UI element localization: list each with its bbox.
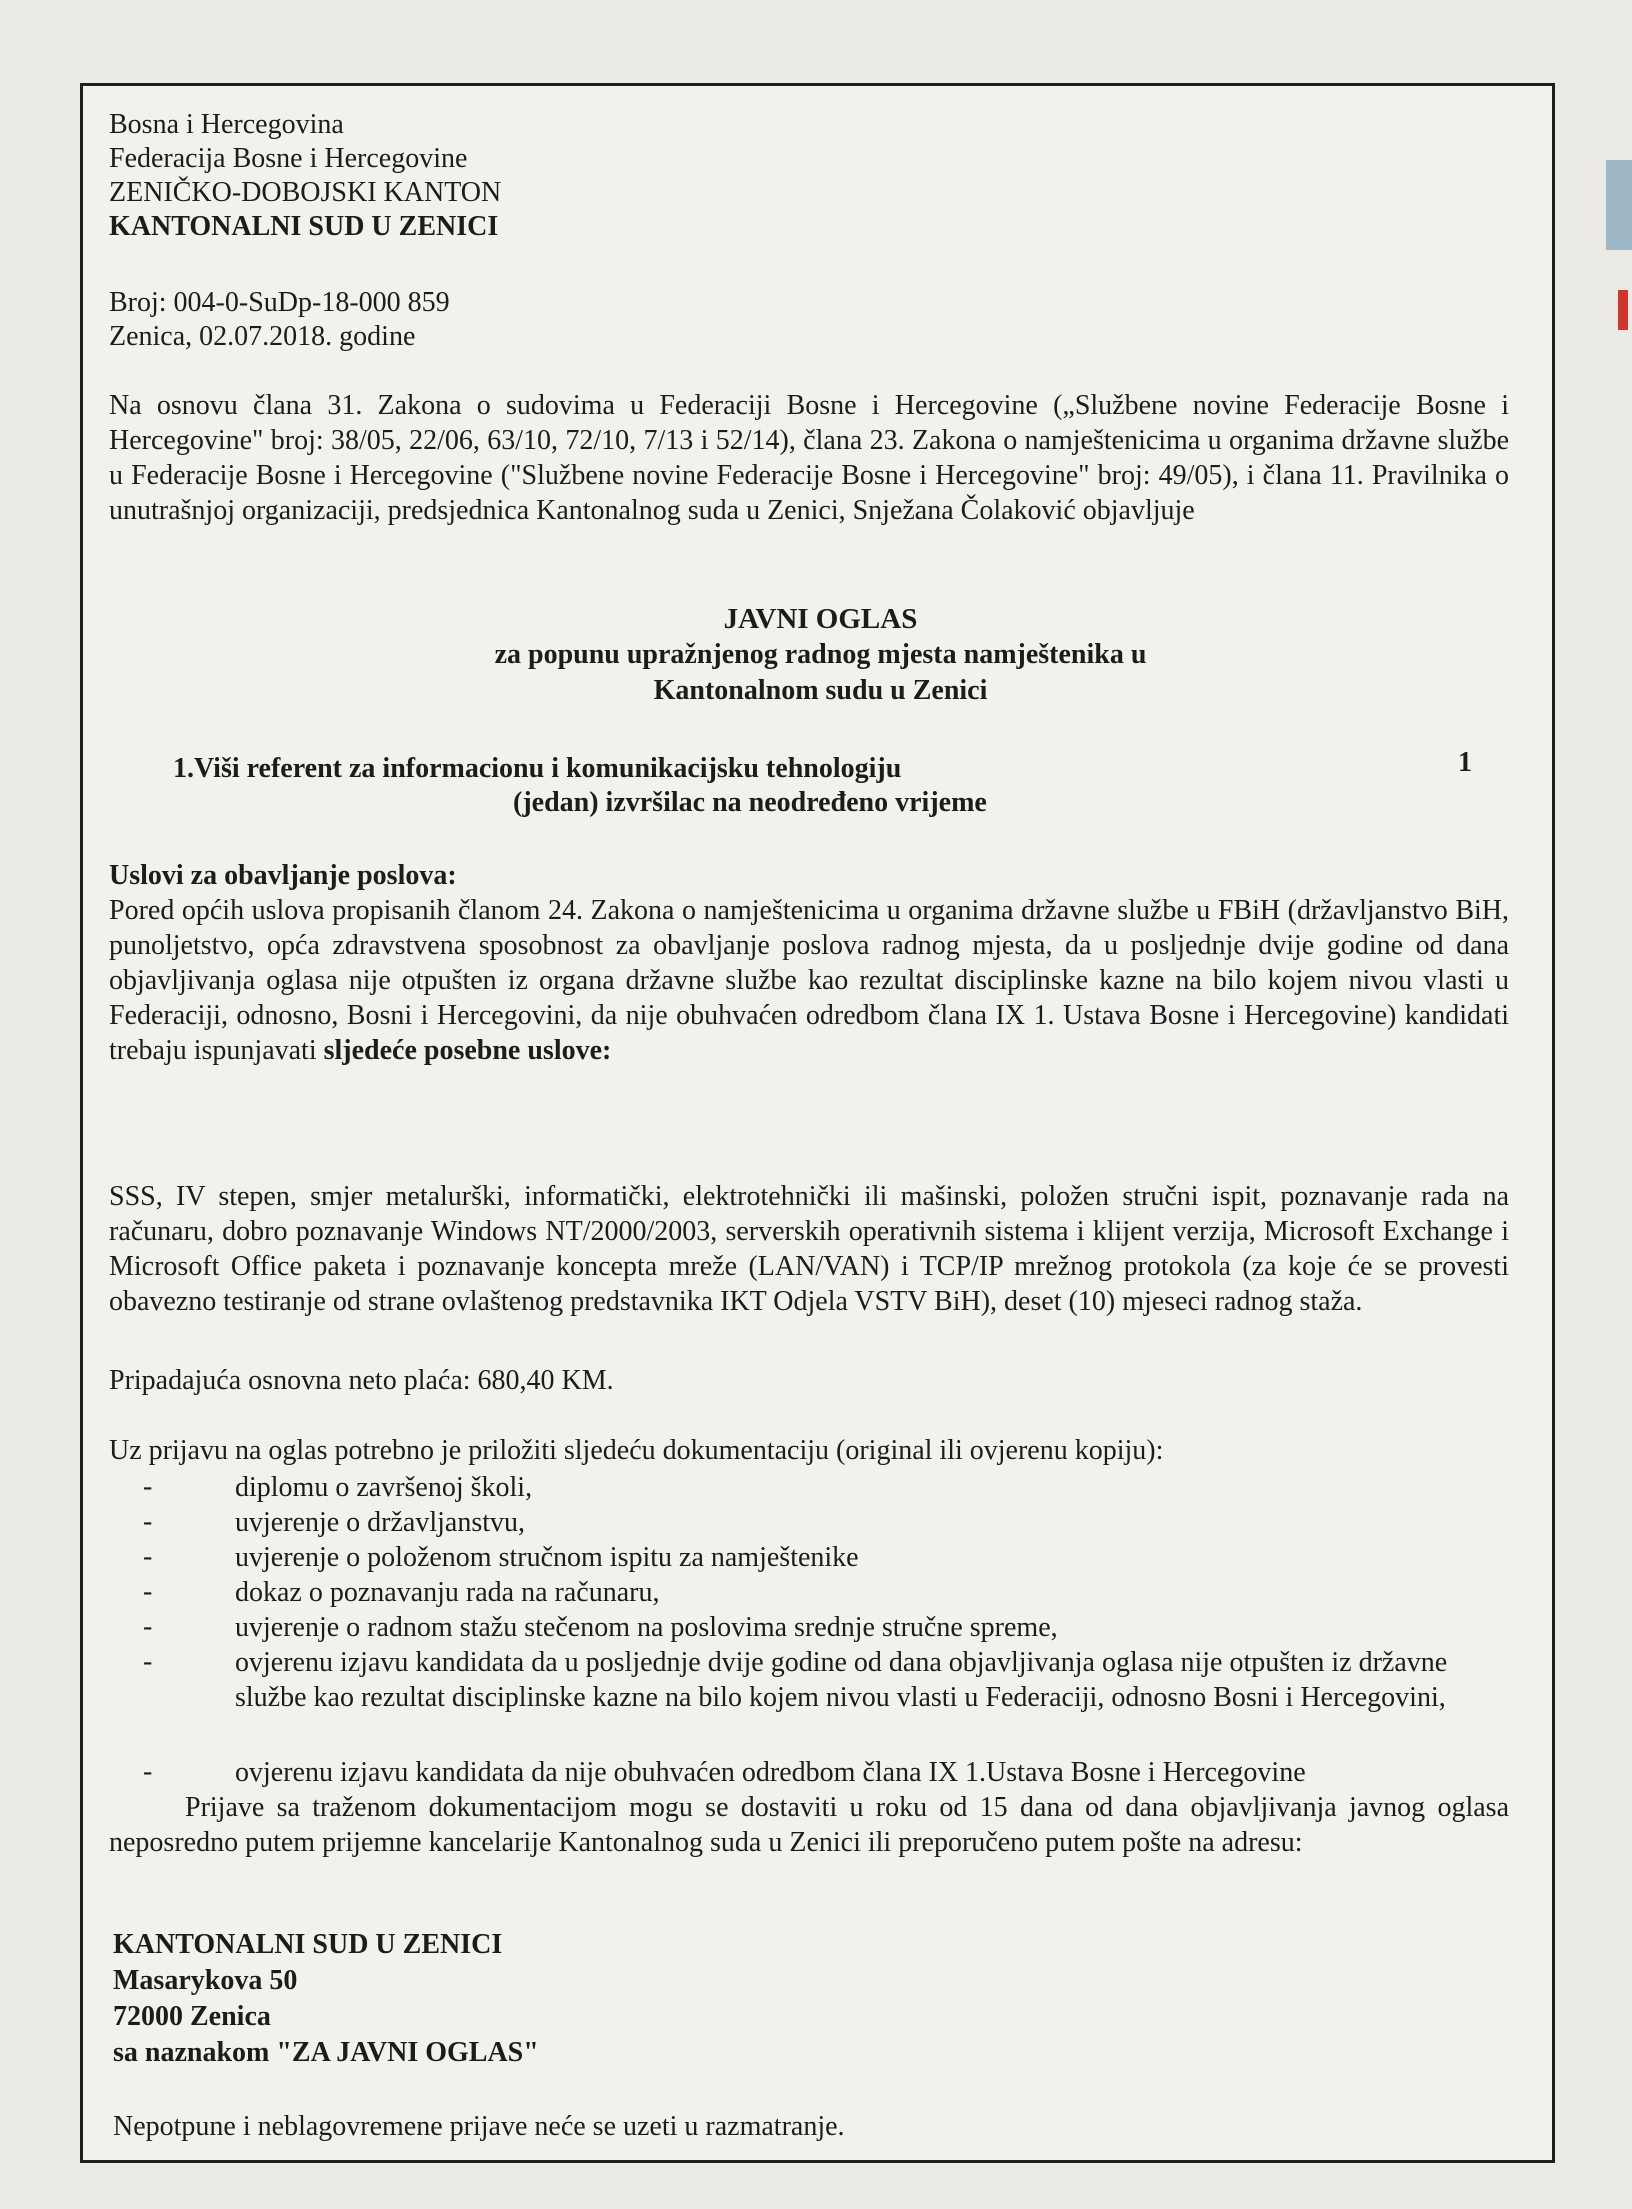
document-item-dash: - xyxy=(143,1471,153,1502)
reference-date: Zenica, 02.07.2018. godine xyxy=(109,321,416,352)
header-federation: Federacija Bosne i Hercegovine xyxy=(109,143,468,174)
document-item: ovjerenu izjavu kandidata da u posljednje dvije godine od dana objavljivanja oglasa nije otpušten iz državne službe kao rezultat disciplinske kazne na bilo kojem nivou vlasti u Federaciji, odnosno Bosni i Hercegovini, xyxy=(235,1647,1448,1713)
notice-subtitle-1: za popunu upražnjenog radnog mjesta namještenika u xyxy=(494,639,1147,670)
document-item-dash: - xyxy=(143,1646,153,1677)
reference-number: Broj: 004-0-SuDp-18-000 859 xyxy=(109,287,450,318)
address-line-4: sa naznakom "ZA JAVNI OGLAS" xyxy=(113,2037,539,2068)
document-item: uvjerenje o radnom stažu stečenom na poslovima srednje stručne spreme, xyxy=(235,1612,1058,1643)
notice-subtitle-2: Kantonalnom sudu u Zenici xyxy=(653,675,988,706)
document-item-dash: - xyxy=(143,1506,153,1537)
document-item: diplomu o završenoj školi, xyxy=(235,1472,533,1503)
general-conditions-text: Pored općih uslova propisanih članom 24. Zakona o namještenicima u organima državne službe u FBiH (državljanstvo BiH, punoljetstvo, opća zdravstvena sposobnost za obavljanje poslova radnog mjesta, da u posljednje dvije godine od dana objavljivanja oglasa nije otpušten iz organa državne službe kao rezultat disciplinske kazne na bilo kojem nivou vlasti u Federaciji, odnosno, Bosni i Hercegovini, da nije obuhvaćen odredbom člana IX 1. Ustava Bosne i Hercegovine) kandidati trebaju ispunjavati xyxy=(109,895,1509,1066)
closing-note: Nepotpune i neblagovremene prijave neće se uzeti u razmatranje. xyxy=(113,2111,845,2142)
salary: Pripadajuća osnovna neto plaća: 680,40 KM. xyxy=(109,1365,614,1396)
adjacent-column-red-mark xyxy=(1618,290,1628,330)
address-line-3: 72000 Zenica xyxy=(113,2001,271,2032)
header-country: Bosna i Hercegovina xyxy=(109,109,344,140)
special-conditions: SSS, IV stepen, smjer metalurški, informatički, elektrotehnički ili mašinski, položen stručni ispit, poznavanje rada na računaru, dobro poznavanje Windows NT/2000/2003, serverskih operativnih sistema i klijent verzija, Microsoft Exchange i Microsoft Office paketa i poznavanje koncepta mreže (LAN/VAN) i TCP/IP mrežnog protokola (za koje će se provesti obavezno testiranje od strane ovlaštenog predstavnika IKT Odjela VSTV BiH), deset (10) mjeseci radnog staža. xyxy=(109,1181,1509,1317)
document-item: dokaz o poznavanju rada na računaru, xyxy=(235,1577,660,1608)
position-name: 1.Viši referent za informacionu i komunikacijsku tehnologiju xyxy=(173,753,902,784)
header-court: KANTONALNI SUD U ZENICI xyxy=(109,211,499,242)
address-line-2: Masarykova 50 xyxy=(113,1965,298,1996)
general-conditions xyxy=(109,893,1509,1068)
document-item: ovjerenu izjavu kandidata da nije obuhvaćen odredbom člana IX 1.Ustava Bosne i Hercegovine xyxy=(235,1757,1306,1788)
position-term: (jedan) izvršilac na neodređeno vrijeme xyxy=(513,787,987,818)
notice-title: JAVNI OGLAS xyxy=(723,603,918,635)
position-count: 1 xyxy=(1458,747,1472,778)
document-item: uvjerenje o položenom stručnom ispitu za namještenike xyxy=(235,1542,859,1573)
document-item-dash: - xyxy=(143,1576,153,1607)
header-canton: ZENIČKO-DOBOJSKI KANTON xyxy=(109,177,502,208)
document-item-dash: - xyxy=(143,1756,153,1787)
documents-intro: Uz prijavu na oglas potrebno je priložiti sljedeću dokumentaciju (original ili ovjerenu kopiju): xyxy=(109,1435,1164,1466)
intro-paragraph: Na osnovu člana 31. Zakona o sudovima u Federaciji Bosne i Hercegovine („Službene novine Federacije Bosne i Hercegovine" broj: 38/05, 22/06, 63/10, 72/10, 7/13 i 52/14), člana 23. Zakona o namještenicima u organima državne službe u Federacije Bosne i Hercegovine ("Službene novine Federacije Bosne i Hercegovine" broj: 49/05), i člana 11. Pravilnika o unutrašnjoj organizaciji, predsjednica Kantonalnog suda u Zenici, Snježana Čolaković objavljuje xyxy=(109,390,1509,526)
address-line-1: KANTONALNI SUD U ZENICI xyxy=(113,1929,503,1960)
adjacent-column-color-strip xyxy=(1606,160,1632,250)
document-item-dash: - xyxy=(143,1611,153,1642)
conditions-heading: Uslovi za obavljanje poslova: xyxy=(109,860,457,891)
public-notice-frame xyxy=(80,83,1555,2163)
document-item: uvjerenje o državljanstvu, xyxy=(235,1507,526,1538)
document-item-dash: - xyxy=(143,1541,153,1572)
general-conditions-bold: sljedeće posebne uslove: xyxy=(323,1035,612,1066)
submission-paragraph: Prijave sa traženom dokumentacijom mogu se dostaviti u roku od 15 dana od dana objavljivanja javnog oglasa neposredno putem prijemne kancelarije Kantonalnog suda u Zenici ili preporučeno putem pošte na adresu: xyxy=(109,1792,1509,1858)
